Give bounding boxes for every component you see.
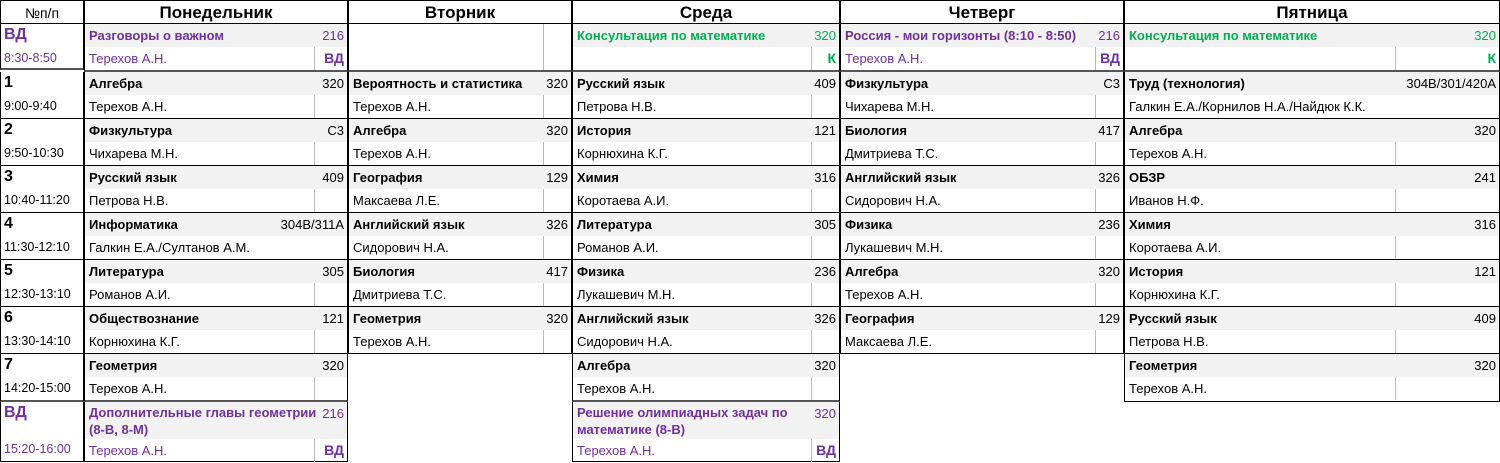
lesson-subject: Английский язык — [353, 217, 465, 232]
lesson-subject: Труд (технология) — [1129, 76, 1245, 91]
lesson-room: 320 — [1474, 28, 1496, 43]
lesson-room: 241 — [1474, 170, 1496, 185]
lesson-room: 320 — [1474, 123, 1496, 138]
row-number-cell — [0, 24, 84, 70]
lesson-number: 1 — [4, 74, 13, 91]
lesson-subject: Геометрия — [89, 358, 158, 373]
lesson-number: 7 — [4, 356, 13, 373]
lesson-cell-fri-consult[interactable] — [1124, 24, 1500, 72]
lesson-cell-mon-1[interactable] — [84, 72, 348, 119]
lesson-subject: Физкультура — [89, 123, 173, 138]
lesson-teacher: Иванов Н.Ф. — [1129, 193, 1204, 208]
lesson-room: 320 — [1098, 264, 1120, 279]
row-number-cell — [0, 119, 84, 166]
lesson-teacher: Максаева Л.Е. — [353, 193, 441, 208]
row-number-cell — [0, 354, 84, 402]
lesson-subject: Алгебра — [89, 76, 143, 91]
lesson-room: 236 — [1098, 217, 1120, 232]
lesson-teacher: Корнюхина К.Г. — [577, 146, 668, 161]
lesson-cell-mon-vd-extra[interactable] — [84, 402, 348, 462]
lesson-teacher: Терехов А.Н. — [845, 51, 923, 66]
lesson-teacher: Терехов А.Н. — [845, 287, 923, 302]
lesson-cell-wed-consult[interactable] — [572, 24, 840, 72]
lesson-time: 13:30-14:10 — [4, 334, 71, 348]
lesson-subject: Геометрия — [353, 311, 422, 326]
lesson-room: 320 — [546, 76, 568, 91]
lesson-teacher: Корнюхина К.Г. — [1129, 287, 1220, 302]
lesson-teacher: Коротаева А.И. — [1129, 240, 1222, 255]
lesson-room: 409 — [1474, 311, 1496, 326]
lesson-subject: География — [353, 170, 423, 185]
lesson-teacher: Терехов А.Н. — [89, 51, 167, 66]
lesson-room: 320 — [546, 311, 568, 326]
lesson-teacher: Галкин Е.А./Корнилов Н.А./Найдюк К.К. — [1129, 99, 1366, 114]
lesson-subject: Физика — [577, 264, 625, 279]
lesson-room: 216 — [322, 406, 344, 421]
lesson-room: 305 — [322, 264, 344, 279]
lesson-teacher: Сидорович Н.А. — [577, 334, 673, 349]
lesson-time: 10:40-11:20 — [4, 193, 70, 207]
lesson-room: 326 — [546, 217, 568, 232]
lesson-cell-fri-1[interactable] — [1124, 72, 1500, 119]
lesson-time: 11:30-12:10 — [4, 240, 70, 254]
lesson-teacher: Терехов А.Н. — [89, 381, 167, 396]
lesson-subject: Химия — [1129, 217, 1171, 232]
lesson-subject: Английский язык — [577, 311, 689, 326]
lesson-cell-tue-3[interactable] — [348, 166, 572, 213]
lesson-teacher: Петрова Н.В. — [577, 99, 657, 114]
lesson-cell-fri-5[interactable] — [1124, 260, 1500, 307]
lesson-teacher: Чихарева М.Н. — [89, 146, 179, 161]
lesson-number: 5 — [4, 262, 13, 279]
lesson-cell-wed-vd-extra[interactable] — [572, 402, 840, 462]
header-monday: Понедельник — [84, 0, 348, 24]
lesson-cell-tue-vd[interactable] — [348, 24, 572, 72]
lesson-subject: Вероятность и статистика — [353, 76, 523, 91]
activity-tag: ВД — [1100, 50, 1120, 66]
lesson-subject: Информатика — [89, 217, 178, 232]
lesson-teacher: Петрова Н.В. — [89, 193, 169, 208]
lesson-subject: Русский язык — [1129, 311, 1217, 326]
lesson-number: ВД — [4, 26, 27, 43]
lesson-teacher: Романов А.И. — [577, 240, 659, 255]
lesson-subject: Консультация по математике — [1129, 28, 1318, 43]
lesson-cell-wed-5[interactable] — [572, 260, 840, 307]
lesson-subject: Литература — [577, 217, 652, 232]
lesson-room: 316 — [1474, 217, 1496, 232]
lesson-time: 9:00-9:40 — [4, 99, 57, 113]
lesson-number: 2 — [4, 121, 13, 138]
lesson-subject: Литература — [89, 264, 164, 279]
lesson-subject: Английский язык — [845, 170, 957, 185]
lesson-room: С3 — [1103, 76, 1120, 91]
lesson-cell-thu-1[interactable] — [840, 72, 1124, 119]
lesson-teacher: Коротаева А.И. — [577, 193, 670, 208]
row-number-cell — [0, 213, 84, 260]
lesson-time: 12:30-13:10 — [4, 287, 71, 301]
lesson-subject: Биология — [353, 264, 415, 279]
lesson-room: 129 — [546, 170, 568, 185]
header-wednesday: Среда — [572, 0, 840, 24]
lesson-cell-mon-3[interactable] — [84, 166, 348, 213]
lesson-subject: Русский язык — [577, 76, 665, 91]
lesson-room: 320 — [546, 123, 568, 138]
lesson-subject: История — [577, 123, 632, 138]
lesson-cell-fri-7[interactable] — [1124, 354, 1500, 402]
lesson-teacher: Терехов А.Н. — [353, 334, 431, 349]
lesson-teacher: Дмитриева Т.С. — [353, 287, 447, 302]
lesson-room: 216 — [1098, 28, 1120, 43]
lesson-cell-mon-4[interactable] — [84, 213, 348, 260]
lesson-cell-thu-6[interactable] — [840, 307, 1124, 354]
lesson-cell-wed-3[interactable] — [572, 166, 840, 213]
lesson-time: 9:50-10:30 — [4, 146, 64, 160]
lesson-cell-mon-7[interactable] — [84, 354, 348, 402]
lesson-subject: ОБЗР — [1129, 170, 1166, 185]
lesson-teacher: Дмитриева Т.С. — [845, 146, 939, 161]
lesson-teacher: Лукашевич М.Н. — [845, 240, 944, 255]
lesson-cell-tue-4[interactable] — [348, 213, 572, 260]
lesson-number: 6 — [4, 309, 13, 326]
lesson-subject: Решение олимпиадных задач по математике (8-В) — [577, 405, 788, 437]
lesson-subject: Физика — [845, 217, 893, 232]
lesson-cell-tue-1[interactable] — [348, 72, 572, 119]
lesson-room: 320 — [1474, 358, 1496, 373]
lesson-teacher: Терехов А.Н. — [577, 381, 655, 396]
lesson-subject: Алгебра — [353, 123, 407, 138]
lesson-room: 320 — [814, 358, 836, 373]
lesson-teacher: Корнюхина К.Г. — [89, 334, 180, 349]
lesson-room: 320 — [322, 358, 344, 373]
lesson-number: 4 — [4, 215, 13, 232]
lesson-teacher: Терехов А.Н. — [353, 146, 431, 161]
lesson-room: 320 — [814, 406, 836, 421]
lesson-room: 409 — [814, 76, 836, 91]
lesson-subject: Консультация по математике — [577, 28, 766, 43]
lesson-teacher: Лукашевич М.Н. — [577, 287, 676, 302]
lesson-room: 326 — [1098, 170, 1120, 185]
lesson-teacher: Терехов А.Н. — [89, 99, 167, 114]
lesson-room: 409 — [322, 170, 344, 185]
lesson-cell-mon-6[interactable] — [84, 307, 348, 354]
lesson-number: ВД — [4, 404, 27, 421]
lesson-teacher: Сидорович Н.А. — [353, 240, 449, 255]
header-friday: Пятница — [1124, 0, 1500, 24]
lesson-subject: Физкультура — [845, 76, 929, 91]
lesson-cell-mon-5[interactable] — [84, 260, 348, 307]
lesson-cell-thu-vd[interactable] — [840, 24, 1124, 72]
lesson-subject: Геометрия — [1129, 358, 1198, 373]
activity-tag: К — [1487, 50, 1496, 66]
lesson-room: С3 — [327, 123, 344, 138]
lesson-cell-thu-2[interactable] — [840, 119, 1124, 166]
lesson-room: 304В/311А — [280, 217, 344, 232]
header-thursday: Четверг — [840, 0, 1124, 24]
row-number-cell — [0, 72, 84, 119]
lesson-cell-wed-7[interactable] — [572, 354, 840, 402]
lesson-teacher: Романов А.И. — [89, 287, 171, 302]
lesson-number: 3 — [4, 168, 13, 185]
row-number-cell — [0, 260, 84, 307]
lesson-subject: Химия — [577, 170, 619, 185]
lesson-teacher: Чихарева М.Н. — [845, 99, 935, 114]
lesson-room: 216 — [322, 28, 344, 43]
lesson-subject: Алгебра — [845, 264, 899, 279]
header-num: №п/п — [0, 0, 84, 24]
lesson-room: 417 — [546, 264, 568, 279]
lesson-subject: Разговоры о важном — [89, 28, 225, 43]
lesson-cell-fri-3[interactable] — [1124, 166, 1500, 213]
activity-tag: ВД — [324, 442, 344, 458]
lesson-cell-wed-1[interactable] — [572, 72, 840, 119]
lesson-cell-wed-6[interactable] — [572, 307, 840, 354]
lesson-subject: Обществознание — [89, 311, 199, 326]
activity-tag: ВД — [816, 442, 836, 458]
lesson-room: 417 — [1098, 123, 1120, 138]
lesson-cell-mon-vd[interactable] — [84, 24, 348, 72]
lesson-cell-wed-2[interactable] — [572, 119, 840, 166]
lesson-room: 320 — [814, 28, 836, 43]
lesson-teacher: Галкин Е.А./Султанов А.М. — [89, 240, 250, 255]
lesson-room: 121 — [1474, 264, 1496, 279]
lesson-teacher: Петрова Н.В. — [1129, 334, 1209, 349]
lesson-subject: Биология — [845, 123, 907, 138]
lesson-subject: Дополнительные главы геометрии (8-В, 8-М) — [89, 405, 317, 437]
lesson-cell-mon-2[interactable] — [84, 119, 348, 166]
row-number-cell — [0, 402, 84, 462]
lesson-cell-wed-4[interactable] — [572, 213, 840, 260]
activity-tag: К — [827, 50, 836, 66]
lesson-teacher: Терехов А.Н. — [1129, 381, 1207, 396]
lesson-room: 304В/301/420А — [1406, 76, 1496, 91]
lesson-room: 316 — [814, 170, 836, 185]
header-tuesday: Вторник — [348, 0, 572, 24]
lesson-subject: Русский язык — [89, 170, 177, 185]
lesson-cell-fri-6[interactable] — [1124, 307, 1500, 354]
lesson-room: 236 — [814, 264, 836, 279]
lesson-room: 129 — [1098, 311, 1120, 326]
lesson-time: 15:20-16:00 — [4, 442, 71, 456]
lesson-subject: Алгебра — [577, 358, 631, 373]
lesson-teacher: Терехов А.Н. — [353, 99, 431, 114]
lesson-cell-fri-2[interactable] — [1124, 119, 1500, 166]
lesson-teacher: Сидорович Н.А. — [845, 193, 941, 208]
lesson-subject: Алгебра — [1129, 123, 1183, 138]
lesson-cell-tue-5[interactable] — [348, 260, 572, 307]
lesson-teacher: Максаева Л.Е. — [845, 334, 933, 349]
lesson-teacher: Терехов А.Н. — [89, 443, 167, 458]
lesson-subject: География — [845, 311, 915, 326]
lesson-room: 326 — [814, 311, 836, 326]
lesson-room: 320 — [322, 76, 344, 91]
lesson-cell-thu-4[interactable] — [840, 213, 1124, 260]
activity-tag: ВД — [324, 50, 344, 66]
lesson-subject: Россия - мои горизонты (8:10 - 8:50) — [845, 28, 1077, 43]
lesson-teacher: Терехов А.Н. — [577, 443, 655, 458]
row-number-cell — [0, 166, 84, 213]
lesson-room: 121 — [814, 123, 836, 138]
lesson-cell-tue-6[interactable] — [348, 307, 572, 354]
lesson-cell-fri-4[interactable] — [1124, 213, 1500, 260]
lesson-room: 305 — [814, 217, 836, 232]
lesson-time: 8:30-8:50 — [4, 51, 57, 65]
lesson-time: 14:20-15:00 — [4, 381, 71, 395]
lesson-cell-thu-3[interactable] — [840, 166, 1124, 213]
lesson-cell-tue-2[interactable] — [348, 119, 572, 166]
row-number-cell — [0, 307, 84, 354]
lesson-room: 121 — [322, 311, 344, 326]
lesson-subject: История — [1129, 264, 1184, 279]
lesson-teacher: Терехов А.Н. — [1129, 146, 1207, 161]
lesson-cell-thu-5[interactable] — [840, 260, 1124, 307]
